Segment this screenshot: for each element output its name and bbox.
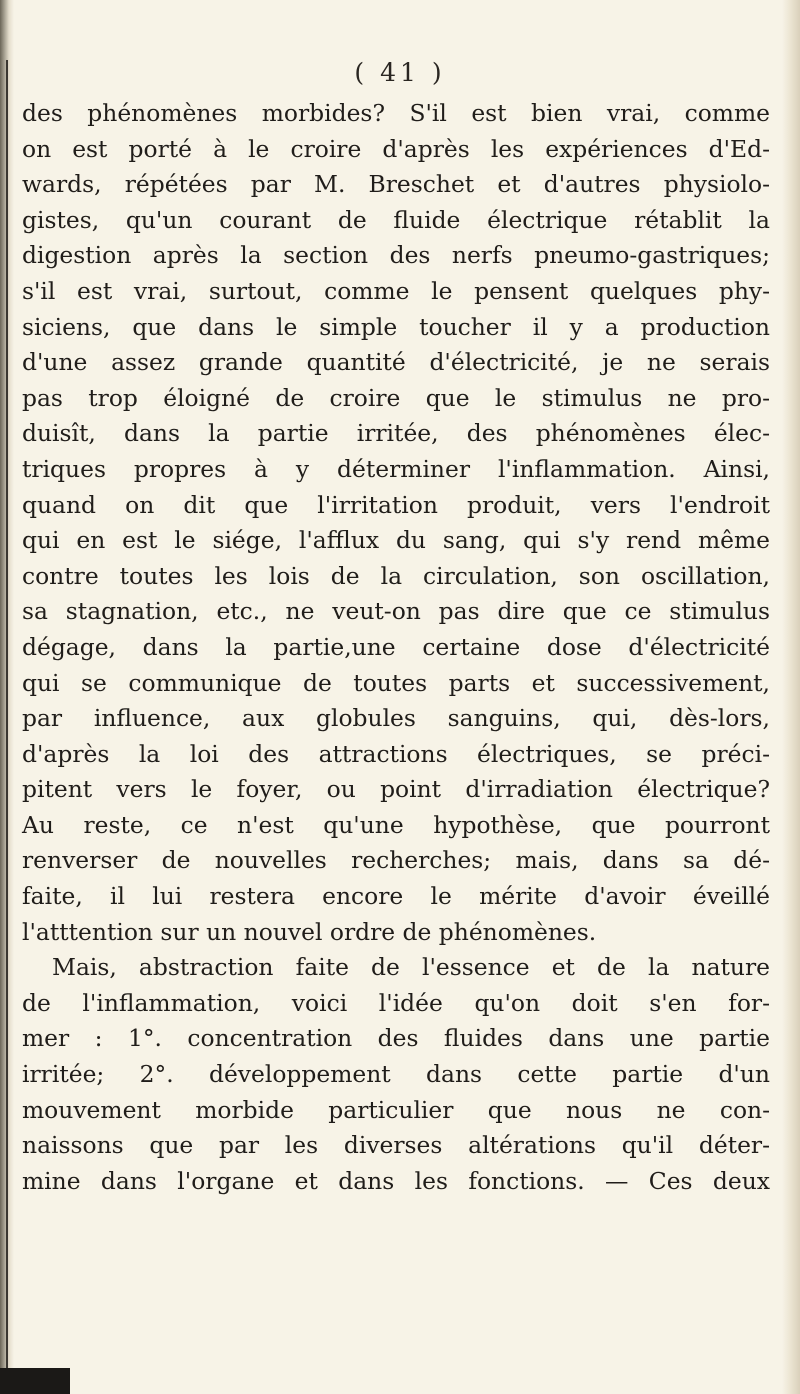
text-line: gistes, qu'un courant de fluide électrique rétablit la xyxy=(22,205,770,234)
text-line: qui en est le siége, l'afflux du sang, qui s'y rend même xyxy=(22,526,770,555)
text-line: duisît, dans la partie irritée, des phénomènes élec- xyxy=(22,419,770,448)
text-line: pitent vers le foyer, ou point d'irradiation électrique? xyxy=(22,775,770,804)
text-line: on est porté à le croire d'après les expériences d'Ed- xyxy=(22,134,770,163)
text-line: sa stagnation, etc., ne veut-on pas dire que ce stimulus xyxy=(22,597,770,626)
text-line: mouvement morbide particulier que nous ne con- xyxy=(22,1095,770,1124)
text-line: Mais, abstraction faite de l'essence et de la nature xyxy=(52,953,770,982)
text-line: siciens, que dans le simple toucher il y a production xyxy=(22,312,770,341)
text-line: wards, répétées par M. Breschet et d'autres physiolo- xyxy=(22,170,770,199)
text-line: s'il est vrai, surtout, comme le pensent quelques phy- xyxy=(22,276,770,305)
text-line: pas trop éloigné de croire que le stimulus ne pro- xyxy=(22,383,770,412)
text-line: contre toutes les lois de la circulation, son oscillation, xyxy=(22,561,770,590)
text-line: mer : 1°. concentration des fluides dans une partie xyxy=(22,1024,770,1053)
text-line: l'atttention sur un nouvel ordre de phénomènes. xyxy=(22,917,597,946)
text-line: par influence, aux globules sanguins, qui, dès-lors, xyxy=(22,704,770,733)
binding-corner xyxy=(0,1368,70,1394)
text-line: renverser de nouvelles recherches; mais, dans sa dé- xyxy=(22,846,770,875)
text-line: d'après la loi des attractions électriques, se préci- xyxy=(22,739,770,768)
text-line: triques propres à y déterminer l'inflammation. Ainsi, xyxy=(22,454,770,483)
text-line: naissons que par les diverses altérations qu'il déter- xyxy=(22,1131,770,1160)
text-line: dégage, dans la partie,une certaine dose d'électricité xyxy=(22,632,770,661)
text-line: mine dans l'organe et dans les fonctions. — Ces deux xyxy=(22,1166,770,1195)
text-line: quand on dit que l'irritation produit, vers l'endroit xyxy=(22,490,770,519)
text-line: d'une assez grande quantité d'électricité, je ne serais xyxy=(22,348,770,377)
text-line: irritée; 2°. développement dans cette partie d'un xyxy=(22,1060,770,1089)
body-text xyxy=(22,96,770,1199)
text-line: de l'inflammation, voici l'idée qu'on doit s'en for- xyxy=(22,988,770,1017)
text-line: Au reste, ce n'est qu'une hypothèse, que pourront xyxy=(22,810,770,839)
page-right-edge xyxy=(782,0,800,1394)
text-line: des phénomènes morbides? S'il est bien vrai, comme xyxy=(22,99,770,127)
text-line: faite, il lui restera encore le mérite d'avoir éveillé xyxy=(22,882,770,911)
text-line: qui se communique de toutes parts et successivement, xyxy=(22,668,770,697)
binding-shadow-line xyxy=(6,60,8,1380)
page-number: ( 41 ) xyxy=(354,58,446,87)
text-line: digestion après la section des nerfs pneumo-gastriques; xyxy=(22,241,770,270)
